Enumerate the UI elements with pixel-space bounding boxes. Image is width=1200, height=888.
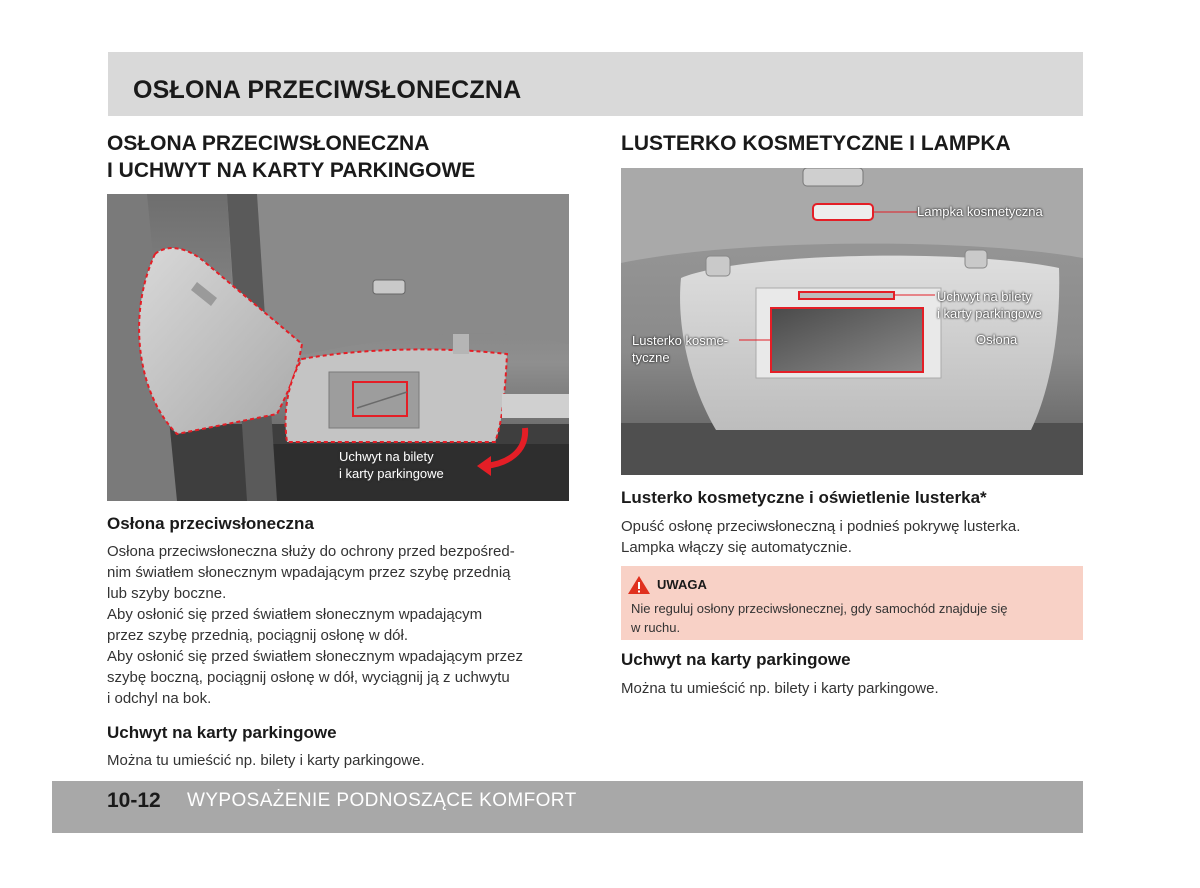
left-heading-line1: OSŁONA PRZECIWSŁONECZNA bbox=[107, 132, 430, 155]
left-para2-line1: Aby osłonić się przed światłem słonecznym wpadającym bbox=[107, 606, 483, 623]
left-sub-visor: Osłona przeciwsłoneczna bbox=[107, 514, 314, 533]
left-heading bbox=[107, 130, 475, 184]
sun-visor-illustration bbox=[107, 194, 569, 501]
left-para1-line1: Osłona przeciwsłoneczna służy do ochrony przed bezpośred- bbox=[107, 543, 515, 560]
warning-line2: w ruchu. bbox=[631, 620, 681, 635]
mirror-callout-line2: tyczne bbox=[632, 350, 670, 365]
warning-text bbox=[631, 599, 1007, 637]
right-para1-line1: Opuść osłonę przeciwsłoneczną i podnieś pokrywę lusterka. bbox=[621, 518, 1021, 535]
mirror-callout-line1: Lusterko kosme- bbox=[632, 333, 729, 348]
left-sub-holder: Uchwyt na karty parkingowe bbox=[107, 723, 337, 742]
holder-callout-line2: i karty parkingowe bbox=[339, 466, 444, 481]
right-holder-callout-line1: Uchwyt na bilety bbox=[937, 289, 1032, 304]
right-body-top bbox=[621, 488, 1083, 558]
left-para2 bbox=[107, 604, 570, 646]
chapter-title: WYPOSAŻENIE PODNOSZĄCE KOMFORT bbox=[187, 790, 577, 811]
left-para1-line2: nim światłem słonecznym wpadającym przez szybę przednią bbox=[107, 564, 511, 581]
left-para3 bbox=[107, 646, 570, 709]
left-para4: Można tu umieścić np. bilety i karty parkingowe. bbox=[107, 752, 425, 769]
vanity-mirror-illustration bbox=[621, 168, 1083, 475]
left-para1 bbox=[107, 541, 570, 604]
left-para2-line2: przez szybę przednią, pociągnij osłonę w dół. bbox=[107, 627, 409, 644]
left-body bbox=[107, 514, 570, 771]
holder-callout-line1: Uchwyt na bilety bbox=[339, 449, 434, 464]
right-sub-mirror: Lusterko kosmetyczne i oświetlenie lusterka* bbox=[621, 488, 987, 507]
page-section-title: OSŁONA PRZECIWSŁONECZNA bbox=[133, 76, 522, 104]
page-number: 10-12 bbox=[107, 789, 161, 812]
section-header-bar bbox=[108, 52, 1083, 116]
warning-line1: Nie reguluj osłony przeciwsłonecznej, gdy samochód znajduje się bbox=[631, 601, 1008, 616]
right-para1 bbox=[621, 516, 1083, 558]
left-heading-line2: I UCHWYT NA KARTY PARKINGOWE bbox=[107, 159, 476, 182]
left-para3-line3: i odchyl na bok. bbox=[107, 690, 212, 707]
left-para3-line1: Aby osłonić się przed światłem słonecznym wpadającym przez bbox=[107, 648, 524, 665]
left-para3-line2: szybę boczną, pociągnij osłonę w dół, wyciągnij ją z uchwytu bbox=[107, 669, 510, 686]
sun-visor-photo bbox=[107, 194, 569, 501]
warning-title: UWAGA bbox=[657, 577, 707, 592]
lamp-callout: Lampka kosmetyczna bbox=[917, 204, 1043, 219]
warning-triangle-icon bbox=[628, 576, 650, 594]
visor-callout: Osłona bbox=[976, 332, 1018, 347]
right-body-bottom bbox=[621, 650, 1083, 699]
right-holder-callout-line2: i karty parkingowe bbox=[937, 306, 1042, 321]
right-para1-line2: Lampka włączy się automatycznie. bbox=[621, 539, 852, 556]
footer-bar bbox=[52, 781, 1083, 833]
right-para2: Można tu umieścić np. bilety i karty parkingowe. bbox=[621, 680, 939, 697]
right-sub-holder: Uchwyt na karty parkingowe bbox=[621, 650, 851, 669]
right-heading: LUSTERKO KOSMETYCZNE I LAMPKA bbox=[621, 132, 1011, 155]
left-para1-line3: lub szyby boczne. bbox=[107, 585, 227, 602]
warning-box bbox=[621, 566, 1083, 640]
